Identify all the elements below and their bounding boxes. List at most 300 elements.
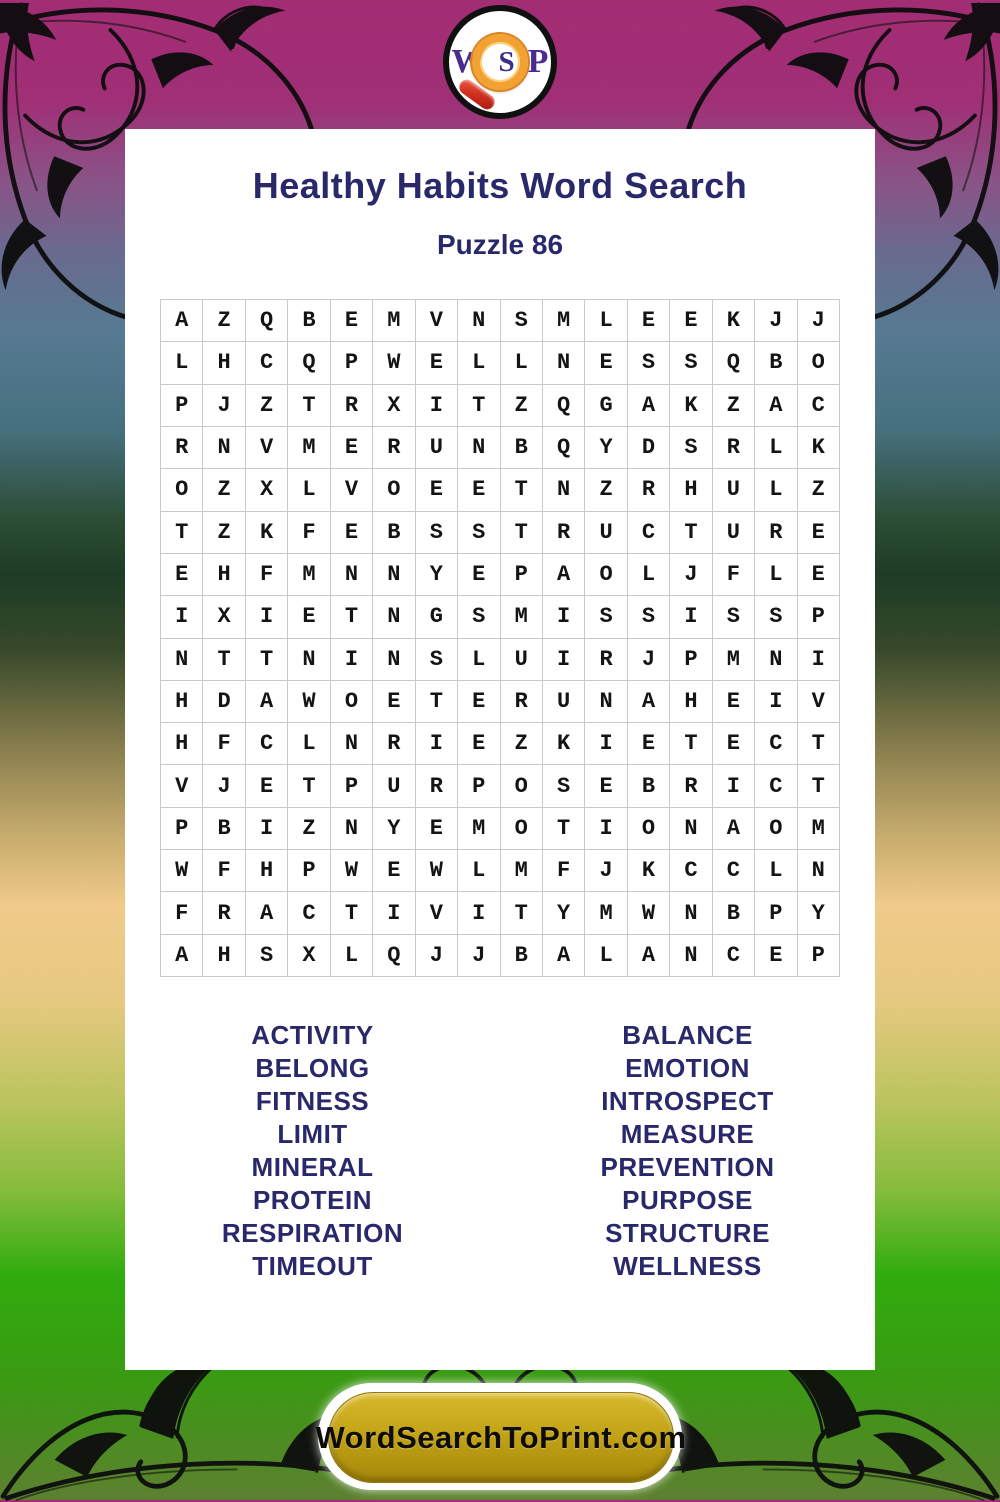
grid-cell: E xyxy=(627,723,669,765)
grid-cell: L xyxy=(585,300,627,342)
grid-cell: E xyxy=(330,300,372,342)
grid-cell: B xyxy=(373,511,415,553)
logo-letter-w: W xyxy=(451,43,486,80)
wsp-logo xyxy=(443,5,557,119)
grid-cell: H xyxy=(203,934,245,976)
grid-cell: X xyxy=(373,384,415,426)
grid-cell: B xyxy=(203,807,245,849)
grid-cell: N xyxy=(670,934,712,976)
grid-cell: Y xyxy=(542,892,584,934)
grid-cell: S xyxy=(245,934,287,976)
grid-cell: L xyxy=(500,342,542,384)
grid-cell: N xyxy=(330,807,372,849)
grid-cell: W xyxy=(161,850,203,892)
grid-row xyxy=(161,469,840,511)
word-item: PURPOSE xyxy=(622,1185,753,1215)
grid-cell: J xyxy=(203,765,245,807)
grid-cell: T xyxy=(330,596,372,638)
grid-cell: U xyxy=(712,511,754,553)
grid-cell: A xyxy=(542,553,584,595)
grid-cell: I xyxy=(245,807,287,849)
grid-cell: W xyxy=(330,850,372,892)
grid-cell: J xyxy=(627,638,669,680)
grid-cell: T xyxy=(500,469,542,511)
grid-cell: Z xyxy=(245,384,287,426)
grid-cell: Q xyxy=(542,426,584,468)
grid-cell: S xyxy=(542,765,584,807)
grid-row xyxy=(161,426,840,468)
grid-cell: O xyxy=(500,807,542,849)
grid-cell: Y xyxy=(415,553,457,595)
grid-cell: V xyxy=(415,300,457,342)
grid-cell: N xyxy=(542,469,584,511)
word-item: BALANCE xyxy=(622,1020,753,1050)
grid-row xyxy=(161,892,840,934)
grid-cell: T xyxy=(288,384,330,426)
grid-cell: O xyxy=(585,553,627,595)
grid-cell: O xyxy=(755,807,797,849)
word-item: INTROSPECT xyxy=(601,1086,774,1116)
grid-cell: T xyxy=(500,892,542,934)
grid-cell: P xyxy=(797,934,839,976)
word-list-left-column xyxy=(125,1019,500,1283)
word-list-right-column xyxy=(500,1019,875,1283)
word-item: RESPIRATION xyxy=(221,1218,404,1248)
grid-cell: N xyxy=(161,638,203,680)
grid-cell: E xyxy=(797,511,839,553)
word-item: PREVENTION xyxy=(600,1152,775,1182)
grid-cell: R xyxy=(627,469,669,511)
word-item: MEASURE xyxy=(620,1119,755,1149)
puzzle-card xyxy=(125,129,875,1370)
grid-cell: C xyxy=(245,342,287,384)
grid-row xyxy=(161,596,840,638)
grid-cell: N xyxy=(373,553,415,595)
grid-cell: O xyxy=(500,765,542,807)
grid-cell: Z xyxy=(203,469,245,511)
grid-cell: S xyxy=(585,596,627,638)
grid-cell: D xyxy=(627,426,669,468)
grid-cell: Y xyxy=(797,892,839,934)
grid-cell: M xyxy=(797,807,839,849)
grid-cell: U xyxy=(373,765,415,807)
grid-cell: Q xyxy=(288,342,330,384)
word-list xyxy=(125,1019,875,1283)
grid-cell: N xyxy=(458,426,500,468)
grid-cell: T xyxy=(161,511,203,553)
grid-cell: J xyxy=(670,553,712,595)
grid-cell: T xyxy=(670,723,712,765)
grid-cell: Y xyxy=(373,807,415,849)
grid-cell: E xyxy=(458,553,500,595)
grid-cell: F xyxy=(161,892,203,934)
grid-cell: M xyxy=(288,553,330,595)
grid-cell: P xyxy=(288,850,330,892)
grid-cell: J xyxy=(415,934,457,976)
grid-cell: W xyxy=(627,892,669,934)
grid-cell: M xyxy=(288,426,330,468)
website-button[interactable] xyxy=(315,1392,687,1483)
grid-cell: R xyxy=(415,765,457,807)
grid-cell: E xyxy=(330,426,372,468)
grid-cell: W xyxy=(288,680,330,722)
grid-cell: B xyxy=(288,300,330,342)
grid-cell: I xyxy=(755,680,797,722)
grid-row xyxy=(161,934,840,976)
grid-cell: Z xyxy=(203,300,245,342)
logo-letter-p: P xyxy=(527,43,549,80)
word-item: LIMIT xyxy=(277,1119,348,1149)
grid-cell: R xyxy=(712,426,754,468)
grid-cell: V xyxy=(161,765,203,807)
grid-cell: K xyxy=(245,511,287,553)
grid-cell: T xyxy=(415,680,457,722)
grid-cell: T xyxy=(670,511,712,553)
grid-cell: I xyxy=(245,596,287,638)
grid-cell: V xyxy=(245,426,287,468)
grid-cell: T xyxy=(500,511,542,553)
grid-cell: L xyxy=(458,850,500,892)
grid-cell: C xyxy=(712,850,754,892)
grid-cell: J xyxy=(797,300,839,342)
grid-cell: M xyxy=(500,596,542,638)
logo-letter-s: S xyxy=(498,45,515,78)
grid-cell: E xyxy=(458,469,500,511)
grid-cell: T xyxy=(288,765,330,807)
grid-cell: Z xyxy=(797,469,839,511)
grid-cell: N xyxy=(203,426,245,468)
grid-cell: S xyxy=(415,511,457,553)
grid-cell: S xyxy=(500,300,542,342)
grid-cell: N xyxy=(670,807,712,849)
grid-cell: G xyxy=(415,596,457,638)
grid-cell: Z xyxy=(585,469,627,511)
grid-cell: E xyxy=(797,553,839,595)
grid-cell: N xyxy=(670,892,712,934)
grid-cell: O xyxy=(797,342,839,384)
grid-cell: N xyxy=(458,300,500,342)
grid-cell: L xyxy=(161,342,203,384)
grid-cell: I xyxy=(330,638,372,680)
grid-cell: R xyxy=(670,765,712,807)
grid-cell: A xyxy=(161,934,203,976)
grid-cell: U xyxy=(542,680,584,722)
grid-cell: I xyxy=(415,723,457,765)
grid-cell: I xyxy=(585,807,627,849)
grid-cell: X xyxy=(245,469,287,511)
grid-cell: E xyxy=(373,680,415,722)
grid-cell: R xyxy=(203,892,245,934)
grid-cell: A xyxy=(712,807,754,849)
grid-cell: O xyxy=(161,469,203,511)
grid-cell: E xyxy=(415,342,457,384)
grid-cell: I xyxy=(161,596,203,638)
grid-cell: C xyxy=(627,511,669,553)
grid-cell: C xyxy=(797,384,839,426)
grid-cell: N xyxy=(542,342,584,384)
grid-cell: B xyxy=(755,342,797,384)
grid-cell: S xyxy=(458,596,500,638)
magnifier-ring-icon xyxy=(472,34,528,90)
grid-cell: N xyxy=(373,596,415,638)
grid-cell: E xyxy=(755,934,797,976)
grid-cell: B xyxy=(712,892,754,934)
grid-cell: T xyxy=(797,723,839,765)
grid-cell: H xyxy=(245,850,287,892)
word-item: FITNESS xyxy=(255,1086,370,1116)
grid-cell: A xyxy=(245,892,287,934)
grid-cell: H xyxy=(203,553,245,595)
grid-cell: R xyxy=(585,638,627,680)
grid-cell: I xyxy=(542,596,584,638)
grid-cell: I xyxy=(797,638,839,680)
grid-cell: V xyxy=(797,680,839,722)
grid-cell: N xyxy=(288,638,330,680)
grid-cell: L xyxy=(288,723,330,765)
grid-cell: T xyxy=(797,765,839,807)
grid-cell: J xyxy=(203,384,245,426)
grid-cell: N xyxy=(585,680,627,722)
grid-row xyxy=(161,723,840,765)
puzzle-number: Puzzle 86 xyxy=(436,229,564,260)
grid-row xyxy=(161,300,840,342)
grid-cell: D xyxy=(203,680,245,722)
grid-cell: I xyxy=(415,384,457,426)
grid-cell: A xyxy=(627,680,669,722)
grid-cell: P xyxy=(330,765,372,807)
grid-cell: V xyxy=(415,892,457,934)
grid-cell: K xyxy=(627,850,669,892)
grid-cell: O xyxy=(330,680,372,722)
grid-cell: L xyxy=(755,469,797,511)
grid-cell: M xyxy=(500,850,542,892)
grid-cell: N xyxy=(330,723,372,765)
grid-cell: Z xyxy=(500,384,542,426)
grid-cell: W xyxy=(415,850,457,892)
grid-cell: T xyxy=(542,807,584,849)
grid-cell: T xyxy=(330,892,372,934)
grid-cell: R xyxy=(373,426,415,468)
grid-cell: L xyxy=(458,638,500,680)
word-item: WELLNESS xyxy=(613,1251,762,1281)
grid-cell: I xyxy=(373,892,415,934)
grid-cell: Q xyxy=(245,300,287,342)
grid-cell: C xyxy=(712,934,754,976)
grid-cell: F xyxy=(203,723,245,765)
grid-cell: P xyxy=(670,638,712,680)
grid-cell: E xyxy=(245,765,287,807)
grid-cell: I xyxy=(542,638,584,680)
grid-cell: V xyxy=(330,469,372,511)
word-item: MINERAL xyxy=(251,1152,374,1182)
grid-cell: R xyxy=(373,723,415,765)
grid-cell: S xyxy=(755,596,797,638)
grid-cell: N xyxy=(797,850,839,892)
grid-cell: E xyxy=(712,723,754,765)
grid-cell: A xyxy=(542,934,584,976)
grid-cell: L xyxy=(585,934,627,976)
grid-cell: P xyxy=(161,384,203,426)
grid-row xyxy=(161,680,840,722)
grid-cell: B xyxy=(627,765,669,807)
word-item: PROTEIN xyxy=(252,1185,373,1215)
grid-cell: E xyxy=(585,342,627,384)
grid-cell: M xyxy=(542,300,584,342)
grid-cell: E xyxy=(415,807,457,849)
grid-cell: Q xyxy=(373,934,415,976)
grid-cell: P xyxy=(755,892,797,934)
grid-cell: S xyxy=(670,426,712,468)
grid-cell: K xyxy=(797,426,839,468)
word-item: STRUCTURE xyxy=(605,1218,770,1248)
grid-row xyxy=(161,765,840,807)
grid-cell: A xyxy=(755,384,797,426)
grid-cell: P xyxy=(330,342,372,384)
grid-cell: H xyxy=(670,469,712,511)
word-item: EMOTION xyxy=(625,1053,750,1083)
grid-cell: X xyxy=(203,596,245,638)
grid-cell: Z xyxy=(712,384,754,426)
grid-cell: E xyxy=(288,596,330,638)
grid-cell: Y xyxy=(585,426,627,468)
word-search-grid xyxy=(160,299,840,977)
grid-cell: E xyxy=(161,553,203,595)
grid-cell: E xyxy=(330,511,372,553)
grid-cell: K xyxy=(542,723,584,765)
grid-row xyxy=(161,850,840,892)
grid-cell: S xyxy=(712,596,754,638)
grid-cell: C xyxy=(755,723,797,765)
grid-cell: M xyxy=(712,638,754,680)
grid-cell: H xyxy=(203,342,245,384)
grid-cell: J xyxy=(585,850,627,892)
grid-cell: E xyxy=(458,680,500,722)
grid-cell: N xyxy=(373,638,415,680)
page-title: Healthy Habits Word Search xyxy=(252,165,748,206)
grid-cell: S xyxy=(415,638,457,680)
grid-cell: Q xyxy=(542,384,584,426)
grid-cell: A xyxy=(161,300,203,342)
grid-cell: B xyxy=(500,934,542,976)
word-item: ACTIVITY xyxy=(251,1020,374,1050)
grid-cell: U xyxy=(712,469,754,511)
grid-cell: I xyxy=(585,723,627,765)
grid-cell: R xyxy=(161,426,203,468)
grid-cell: X xyxy=(288,934,330,976)
grid-cell: H xyxy=(161,680,203,722)
grid-cell: O xyxy=(373,469,415,511)
word-item: TIMEOUT xyxy=(252,1251,373,1281)
grid-cell: P xyxy=(161,807,203,849)
grid-cell: H xyxy=(161,723,203,765)
grid-cell: L xyxy=(330,934,372,976)
grid-row xyxy=(161,553,840,595)
grid-cell: F xyxy=(712,553,754,595)
grid-row xyxy=(161,638,840,680)
grid-cell: J xyxy=(458,934,500,976)
grid-cell: M xyxy=(458,807,500,849)
grid-cell: E xyxy=(415,469,457,511)
grid-cell: Q xyxy=(712,342,754,384)
grid-cell: J xyxy=(755,300,797,342)
grid-cell: I xyxy=(712,765,754,807)
grid-cell: M xyxy=(373,300,415,342)
grid-cell: A xyxy=(245,680,287,722)
grid-cell: R xyxy=(755,511,797,553)
grid-cell: Z xyxy=(288,807,330,849)
grid-cell: H xyxy=(670,680,712,722)
grid-cell: L xyxy=(755,426,797,468)
grid-cell: R xyxy=(500,680,542,722)
grid-cell: L xyxy=(288,469,330,511)
grid-row xyxy=(161,342,840,384)
footer-button-glow xyxy=(315,1383,687,1490)
grid-cell: E xyxy=(712,680,754,722)
grid-cell: F xyxy=(288,511,330,553)
grid-cell: S xyxy=(670,342,712,384)
grid-cell: C xyxy=(670,850,712,892)
grid-cell: E xyxy=(627,300,669,342)
grid-cell: S xyxy=(627,342,669,384)
grid-cell: O xyxy=(627,807,669,849)
grid-cell: E xyxy=(373,850,415,892)
grid-row xyxy=(161,511,840,553)
grid-cell: A xyxy=(627,934,669,976)
grid-cell: S xyxy=(627,596,669,638)
website-button-label: WordSearchToPrint.com xyxy=(315,1419,687,1455)
grid-cell: S xyxy=(458,511,500,553)
grid-cell: L xyxy=(627,553,669,595)
grid-cell: Z xyxy=(500,723,542,765)
grid-cell: E xyxy=(585,765,627,807)
grid-cell: U xyxy=(500,638,542,680)
grid-cell: A xyxy=(627,384,669,426)
grid-cell: F xyxy=(542,850,584,892)
word-item: BELONG xyxy=(255,1053,370,1083)
grid-cell: E xyxy=(670,300,712,342)
grid-cell: L xyxy=(458,342,500,384)
grid-cell: K xyxy=(712,300,754,342)
grid-cell: C xyxy=(288,892,330,934)
grid-cell: W xyxy=(373,342,415,384)
grid-cell: F xyxy=(203,850,245,892)
grid-cell: P xyxy=(797,596,839,638)
grid-cell: I xyxy=(670,596,712,638)
grid-cell: T xyxy=(245,638,287,680)
grid-cell: L xyxy=(755,850,797,892)
grid-cell: K xyxy=(670,384,712,426)
grid-cell: C xyxy=(755,765,797,807)
grid-cell: P xyxy=(458,765,500,807)
grid-cell: N xyxy=(330,553,372,595)
grid-cell: E xyxy=(458,723,500,765)
grid-cell: L xyxy=(755,553,797,595)
grid-row xyxy=(161,384,840,426)
grid-cell: I xyxy=(458,892,500,934)
grid-cell: B xyxy=(500,426,542,468)
grid-cell: M xyxy=(585,892,627,934)
grid-cell: U xyxy=(585,511,627,553)
grid-cell: N xyxy=(755,638,797,680)
grid-row xyxy=(161,807,840,849)
grid-cell: T xyxy=(458,384,500,426)
grid-cell: G xyxy=(585,384,627,426)
grid-cell: F xyxy=(245,553,287,595)
grid-cell: C xyxy=(245,723,287,765)
grid-cell: P xyxy=(500,553,542,595)
grid-cell: U xyxy=(415,426,457,468)
grid-cell: T xyxy=(203,638,245,680)
